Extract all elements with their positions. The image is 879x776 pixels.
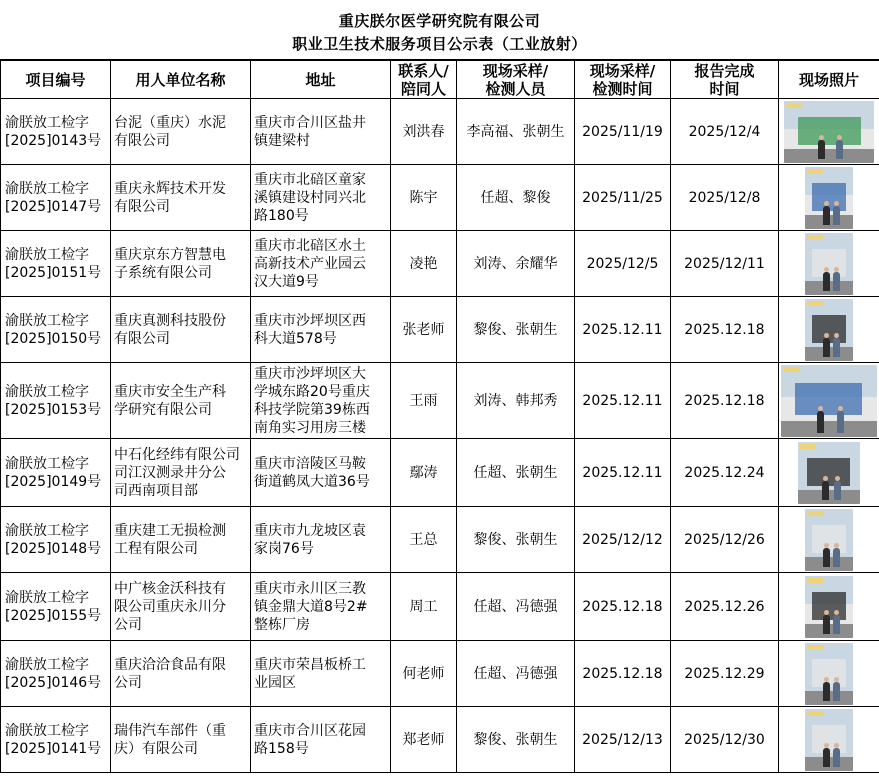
employer-name: 重庆洽洽食品有限 公司 <box>114 656 226 691</box>
contact-person: 鄢涛 <box>409 464 438 481</box>
photo-watermark <box>807 511 823 516</box>
project-id-cell <box>1 99 111 165</box>
report-date-cell <box>671 439 779 507</box>
report-date-cell <box>671 165 779 231</box>
table-row <box>1 439 879 507</box>
table-title: 职业卫生技术服务项目公示表（工业放射） <box>292 35 587 53</box>
sampling-staff-cell <box>457 439 575 507</box>
photo-person-head <box>834 743 839 748</box>
employer-name: 台泥（重庆）水泥 有限公司 <box>114 114 226 149</box>
sampling-staff-cell <box>457 573 575 641</box>
contact-person-cell <box>391 641 457 707</box>
site-photo-cell <box>779 507 879 573</box>
sampling-date: 2025.12.11 <box>582 464 663 481</box>
photo-person-head <box>824 267 829 272</box>
photo-person <box>823 548 830 567</box>
sampling-staff-cell <box>457 507 575 573</box>
employer-name: 重庆京东方智慧电 子系统有限公司 <box>114 246 226 281</box>
site-photo-cell <box>779 297 879 363</box>
photo-person-head <box>834 677 839 682</box>
photo-person <box>833 206 840 225</box>
sampling-staff: 刘涛、余耀华 <box>473 255 558 272</box>
address: 重庆市涪陵区马鞍 街道鹤凤大道36号 <box>254 455 370 490</box>
photo-person-head <box>824 543 829 548</box>
sampling-staff-cell <box>457 641 575 707</box>
project-id-cell <box>1 707 111 773</box>
site-photo-cell <box>779 165 879 231</box>
employer-name-cell <box>111 707 251 773</box>
photo-person <box>823 615 830 634</box>
photo-person <box>833 748 840 767</box>
project-id-cell <box>1 231 111 297</box>
photo-person-head <box>819 135 824 140</box>
employer-name-cell <box>111 439 251 507</box>
report-date: 2025.12.24 <box>684 464 765 481</box>
employer-name-cell <box>111 297 251 363</box>
address-cell <box>251 231 391 297</box>
sampling-date-cell <box>575 231 671 297</box>
site-photo <box>805 576 853 638</box>
site-photo-cell <box>779 363 879 439</box>
photo-person <box>833 615 840 634</box>
photo-person <box>817 411 824 433</box>
address: 重庆市沙坪坝区大 学城东路20号重庆 科技学院第39栋西 南角实习用房三楼 <box>254 365 370 436</box>
sampling-date-cell <box>575 573 671 641</box>
table-row <box>1 363 879 439</box>
project-id-cell <box>1 297 111 363</box>
project-id-cell <box>1 507 111 573</box>
photo-person-head <box>824 743 829 748</box>
contact-person-cell <box>391 165 457 231</box>
col-header-report: 报告完成 时间 <box>671 61 779 99</box>
photo-person-head <box>837 135 842 140</box>
project-id: 渝朕放工检字 [2025]0143号 <box>5 114 102 149</box>
photo-person <box>823 682 830 701</box>
employer-name: 瑞伟汽车部件（重 庆）有限公司 <box>114 722 226 757</box>
contact-person: 周工 <box>409 598 438 615</box>
sampling-staff-cell <box>457 231 575 297</box>
contact-person: 刘洪春 <box>402 123 445 140</box>
site-photo <box>784 101 874 163</box>
sampling-staff-cell <box>457 363 575 439</box>
report-date-cell <box>671 99 779 165</box>
sampling-date-cell <box>575 507 671 573</box>
address-cell <box>251 99 391 165</box>
title-block <box>0 0 879 60</box>
employer-name-cell <box>111 641 251 707</box>
employer-name: 中石化经纬有限公司 司江汉测录井分公 司西南项目部 <box>114 446 240 499</box>
sampling-date: 2025/12/13 <box>582 731 663 748</box>
contact-person-cell <box>391 573 457 641</box>
address: 重庆市沙坪坝区西 科大道578号 <box>254 312 366 347</box>
site-photo-cell <box>779 641 879 707</box>
photo-person <box>837 411 844 433</box>
photo-watermark <box>807 301 823 306</box>
report-date: 2025.12.18 <box>684 392 765 409</box>
photo-person <box>823 272 830 291</box>
project-id: 渝朕放工检字 [2025]0141号 <box>5 722 102 757</box>
report-date: 2025.12.26 <box>684 598 765 615</box>
address: 重庆市合川区盐井 镇建梁村 <box>254 114 366 149</box>
photo-building <box>795 383 862 415</box>
sampling-staff-cell <box>457 99 575 165</box>
col-header-photo: 现场照片 <box>779 61 879 99</box>
address-cell <box>251 573 391 641</box>
address-cell <box>251 641 391 707</box>
site-photo <box>805 509 853 571</box>
site-photo <box>805 299 853 361</box>
report-date-cell <box>671 641 779 707</box>
table-row <box>1 707 879 773</box>
site-photo <box>781 365 877 437</box>
table-row <box>1 165 879 231</box>
col-header-date: 现场采样/ 检测时间 <box>575 61 671 99</box>
photo-person <box>833 272 840 291</box>
sampling-date-cell <box>575 363 671 439</box>
employer-name-cell <box>111 507 251 573</box>
photo-watermark <box>783 367 799 372</box>
photo-person <box>823 206 830 225</box>
project-id-cell <box>1 573 111 641</box>
contact-person: 陈宇 <box>409 189 438 206</box>
table-row <box>1 297 879 363</box>
project-table <box>0 60 879 773</box>
table-row <box>1 641 879 707</box>
sampling-date-cell <box>575 439 671 507</box>
photo-watermark <box>800 444 816 449</box>
address-cell <box>251 507 391 573</box>
photo-ground <box>798 490 860 504</box>
contact-person-cell <box>391 439 457 507</box>
photo-person <box>818 140 825 159</box>
photo-watermark <box>807 711 823 716</box>
photo-watermark <box>807 169 823 174</box>
photo-person-head <box>818 406 823 411</box>
contact-person-cell <box>391 507 457 573</box>
sampling-staff: 任超、冯德强 <box>473 598 558 615</box>
photo-person-head <box>834 543 839 548</box>
site-photo-cell <box>779 99 879 165</box>
sampling-staff: 黎俊、张朝生 <box>473 531 558 548</box>
photo-watermark <box>807 645 823 650</box>
report-date-cell <box>671 507 779 573</box>
contact-person: 王总 <box>409 531 438 548</box>
contact-person: 王雨 <box>409 392 438 409</box>
sampling-date: 2025/11/19 <box>582 123 663 140</box>
site-photo <box>805 167 853 229</box>
site-photo-cell <box>779 573 879 641</box>
sampling-staff-cell <box>457 165 575 231</box>
table-row <box>1 231 879 297</box>
photo-person <box>823 748 830 767</box>
address-cell <box>251 707 391 773</box>
photo-person-head <box>824 201 829 206</box>
address: 重庆市九龙坡区袁 家岗76号 <box>254 522 366 557</box>
sampling-date: 2025/11/25 <box>582 189 663 206</box>
table-row <box>1 573 879 641</box>
report-date: 2025/12/26 <box>684 531 765 548</box>
table-row <box>1 99 879 165</box>
header-row <box>1 61 879 99</box>
photo-ground <box>784 149 874 163</box>
address: 重庆市北碚区水土 高新技术产业园云 汉大道9号 <box>254 237 366 290</box>
report-date: 2025/12/4 <box>688 123 761 140</box>
project-id-cell <box>1 363 111 439</box>
contact-person: 郑老师 <box>402 731 445 748</box>
sampling-date: 2025.12.18 <box>582 598 663 615</box>
employer-name: 重庆市安全生产科 学研究有限公司 <box>114 383 226 418</box>
photo-watermark <box>786 103 802 108</box>
project-id: 渝朕放工检字 [2025]0149号 <box>5 455 102 490</box>
address: 重庆市合川区花园 路158号 <box>254 722 366 757</box>
employer-name-cell <box>111 165 251 231</box>
employer-name-cell <box>111 231 251 297</box>
employer-name: 重庆建工无损检测 工程有限公司 <box>114 522 226 557</box>
project-id: 渝朕放工检字 [2025]0150号 <box>5 312 102 347</box>
photo-person-head <box>835 476 840 481</box>
employer-name: 中广核金沃科技有 限公司重庆永川分 公司 <box>114 580 226 633</box>
photo-person <box>836 140 843 159</box>
site-photo <box>798 442 860 504</box>
project-id: 渝朕放工检字 [2025]0151号 <box>5 246 102 281</box>
col-header-id: 项目编号 <box>1 61 111 99</box>
project-id: 渝朕放工检字 [2025]0155号 <box>5 589 102 624</box>
employer-name: 重庆永辉技术开发 有限公司 <box>114 180 226 215</box>
photo-person <box>833 338 840 357</box>
sampling-staff: 黎俊、张朝生 <box>473 321 558 338</box>
photo-watermark <box>807 235 823 240</box>
site-photo <box>805 709 853 771</box>
table-row <box>1 507 879 573</box>
photo-ground <box>781 421 877 437</box>
address-cell <box>251 165 391 231</box>
contact-person: 张老师 <box>402 321 445 338</box>
photo-building <box>798 117 861 145</box>
sampling-staff: 任超、张朝生 <box>473 464 558 481</box>
col-header-address: 地址 <box>251 61 391 99</box>
sampling-date: 2025.12.18 <box>582 665 663 682</box>
sampling-date-cell <box>575 641 671 707</box>
employer-name: 重庆真测科技股份 有限公司 <box>114 312 226 347</box>
project-id: 渝朕放工检字 [2025]0148号 <box>5 522 102 557</box>
photo-person-head <box>823 476 828 481</box>
report-date-cell <box>671 707 779 773</box>
employer-name-cell <box>111 573 251 641</box>
sampling-staff: 任超、黎俊 <box>480 189 551 206</box>
sampling-staff-cell <box>457 707 575 773</box>
project-id-cell <box>1 165 111 231</box>
sampling-date-cell <box>575 99 671 165</box>
photo-person-head <box>824 677 829 682</box>
address-cell <box>251 439 391 507</box>
sampling-date: 2025.12.11 <box>582 392 663 409</box>
address: 重庆市永川区三教 镇金鼎大道8号2# 整栋厂房 <box>254 580 368 633</box>
photo-person-head <box>834 267 839 272</box>
project-id-cell <box>1 641 111 707</box>
sampling-date-cell <box>575 707 671 773</box>
photo-building <box>807 458 850 486</box>
sampling-staff: 黎俊、张朝生 <box>473 731 558 748</box>
sampling-staff-cell <box>457 297 575 363</box>
address: 重庆市北碚区童家 溪镇建设村同兴北 路180号 <box>254 171 366 224</box>
col-header-unit: 用人单位名称 <box>111 61 251 99</box>
photo-person-head <box>824 333 829 338</box>
report-date: 2025/12/11 <box>684 255 765 272</box>
sampling-date: 2025/12/12 <box>582 531 663 548</box>
sampling-staff: 刘涛、韩邦秀 <box>473 392 558 409</box>
site-photo-cell <box>779 439 879 507</box>
report-date: 2025.12.18 <box>684 321 765 338</box>
sampling-date: 2025.12.11 <box>582 321 663 338</box>
contact-person-cell <box>391 707 457 773</box>
contact-person: 凌艳 <box>409 255 438 272</box>
photo-watermark <box>807 578 823 583</box>
report-date: 2025.12.29 <box>684 665 765 682</box>
col-header-contact: 联系人/ 陪同人 <box>391 61 457 99</box>
report-date: 2025/12/8 <box>688 189 761 206</box>
report-date-cell <box>671 297 779 363</box>
photo-person <box>833 548 840 567</box>
contact-person-cell <box>391 231 457 297</box>
report-date-cell <box>671 573 779 641</box>
sampling-date: 2025/12/5 <box>586 255 659 272</box>
photo-person <box>833 682 840 701</box>
sampling-staff: 任超、冯德强 <box>473 665 558 682</box>
project-id: 渝朕放工检字 [2025]0153号 <box>5 383 102 418</box>
photo-person <box>834 481 841 500</box>
contact-person-cell <box>391 363 457 439</box>
photo-person-head <box>838 406 843 411</box>
site-photo <box>805 643 853 705</box>
sampling-date-cell <box>575 165 671 231</box>
photo-person-head <box>834 610 839 615</box>
photo-person-head <box>824 610 829 615</box>
report-date: 2025/12/30 <box>684 731 765 748</box>
address-cell <box>251 363 391 439</box>
photo-person-head <box>834 201 839 206</box>
address: 重庆市荣昌板桥工 业园区 <box>254 656 366 691</box>
site-photo <box>805 233 853 295</box>
report-date-cell <box>671 363 779 439</box>
project-id: 渝朕放工检字 [2025]0146号 <box>5 656 102 691</box>
contact-person-cell <box>391 99 457 165</box>
project-id: 渝朕放工检字 [2025]0147号 <box>5 180 102 215</box>
photo-person <box>823 338 830 357</box>
photo-person <box>822 481 829 500</box>
site-photo-cell <box>779 707 879 773</box>
company-title: 重庆朕尔医学研究院有限公司 <box>338 12 541 30</box>
sampling-date-cell <box>575 297 671 363</box>
employer-name-cell <box>111 363 251 439</box>
photo-person-head <box>834 333 839 338</box>
address-cell <box>251 297 391 363</box>
project-id-cell <box>1 439 111 507</box>
site-photo-cell <box>779 231 879 297</box>
employer-name-cell <box>111 99 251 165</box>
report-date-cell <box>671 231 779 297</box>
contact-person-cell <box>391 297 457 363</box>
sampling-staff: 李高福、张朝生 <box>466 123 565 140</box>
contact-person: 何老师 <box>402 665 445 682</box>
col-header-staff: 现场采样/ 检测人员 <box>457 61 575 99</box>
